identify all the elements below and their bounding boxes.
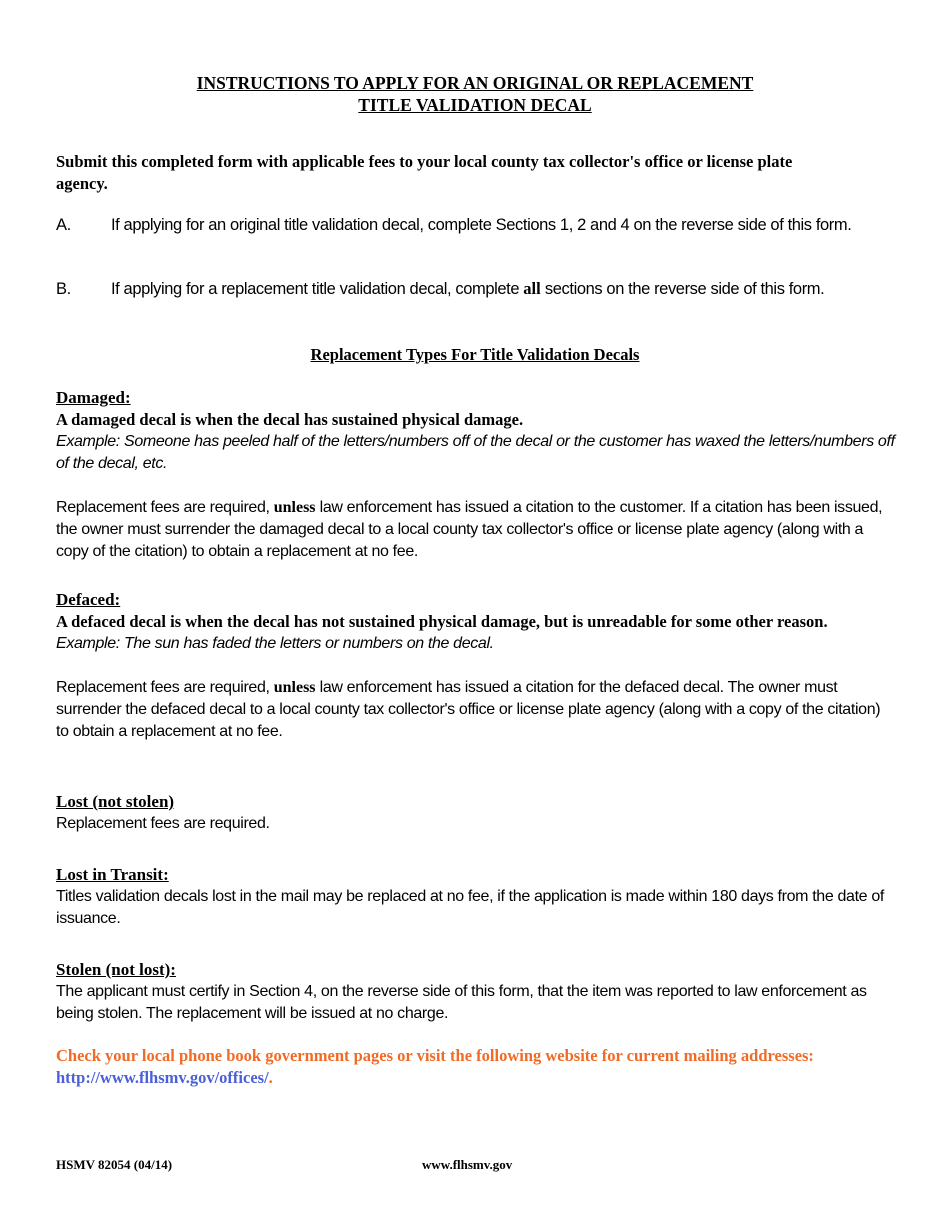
replacement-types-heading: Replacement Types For Title Validation Decals	[310, 345, 640, 364]
stolen-section	[56, 959, 896, 1025]
defaced-example: Example: The sun has faded the letters or numbers on the decal.	[56, 635, 494, 652]
damaged-fees-start: Replacement fees are required,	[56, 499, 274, 516]
damaged-definition: A damaged decal is when the decal has sustained physical damage.	[56, 410, 524, 429]
defaced-section	[56, 589, 896, 743]
document-title-line1: INSTRUCTIONS TO APPLY FOR AN ORIGINAL OR REPLACEMENT	[196, 73, 754, 93]
stolen-text: The applicant must certify in Section 4, on the reverse side of this form, that the item was reported to law enforcement as being stolen. The replacement will be issued at no charge.	[56, 983, 867, 1022]
item-a-letter: A.	[56, 216, 71, 234]
defaced-heading: Defaced:	[56, 590, 121, 609]
form-number: HSMV 82054 (04/14)	[56, 1157, 173, 1172]
office-lookup-note-text: Check your local phone book government pages or visit the following website for current mailing addresses:	[56, 1046, 814, 1065]
damaged-section	[56, 387, 896, 563]
lost-in-transit-section	[56, 864, 896, 930]
damaged-fees-end: law enforcement has issued a citation to the customer. If a citation has been issued, the owner must surrender the damaged decal to a local county tax collector's office or license plate agency (along with a copy of the citation) to obtain a replacement at no fee.	[56, 499, 883, 560]
defaced-fees-start: Replacement fees are required,	[56, 679, 274, 696]
intro-instruction: Submit this completed form with applicable fees to your local county tax collector's office or license plate agency.	[56, 152, 793, 193]
offices-link[interactable]: http://www.flhsmv.gov/offices/	[56, 1068, 269, 1087]
lost-in-transit-text: Titles validation decals lost in the mail may be replaced at no fee, if the application is made within 180 days from the date of issuance.	[56, 888, 884, 927]
item-b-text-bold: all	[523, 279, 541, 298]
defaced-fees-end: law enforcement has issued a citation for the defaced decal. The owner must surrender the defaced decal to a local county tax collector's office or license plate agency (along with a copy of the citation) to obtain a replacement at no fee.	[56, 679, 881, 740]
stolen-heading: Stolen (not lost):	[56, 960, 176, 979]
defaced-fees-bold: unless	[273, 679, 316, 696]
item-b-text-start: If applying for a replacement title validation decal, complete	[111, 280, 524, 298]
defaced-fees	[56, 677, 896, 743]
damaged-example: Example: Someone has peeled half of the letters/numbers off of the decal or the customer has waxed the letters/numbers off of the decal, etc.	[56, 433, 895, 472]
office-lookup-note-end: .	[268, 1068, 273, 1087]
lost-section	[56, 791, 896, 835]
damaged-heading: Damaged:	[56, 388, 131, 407]
lost-heading: Lost (not stolen)	[56, 792, 175, 811]
damaged-fees-bold: unless	[273, 499, 316, 516]
item-b-letter: B.	[56, 280, 71, 298]
document-title-line2: TITLE VALIDATION DECAL	[358, 95, 592, 115]
defaced-definition: A defaced decal is when the decal has not sustained physical damage, but is unreadable for some other reason.	[56, 612, 828, 631]
item-b-text	[111, 278, 901, 300]
office-lookup-note	[56, 1045, 896, 1089]
item-b-text-end: sections on the reverse side of this form.	[540, 280, 825, 298]
item-a-text: If applying for an original title validation decal, complete Sections 1, 2 and 4 on the reverse side of this form.	[111, 216, 852, 234]
lost-in-transit-heading: Lost in Transit:	[56, 865, 169, 884]
lost-text: Replacement fees are required.	[56, 815, 270, 832]
footer-website: www.flhsmv.gov	[422, 1157, 513, 1172]
damaged-fees	[56, 497, 896, 563]
